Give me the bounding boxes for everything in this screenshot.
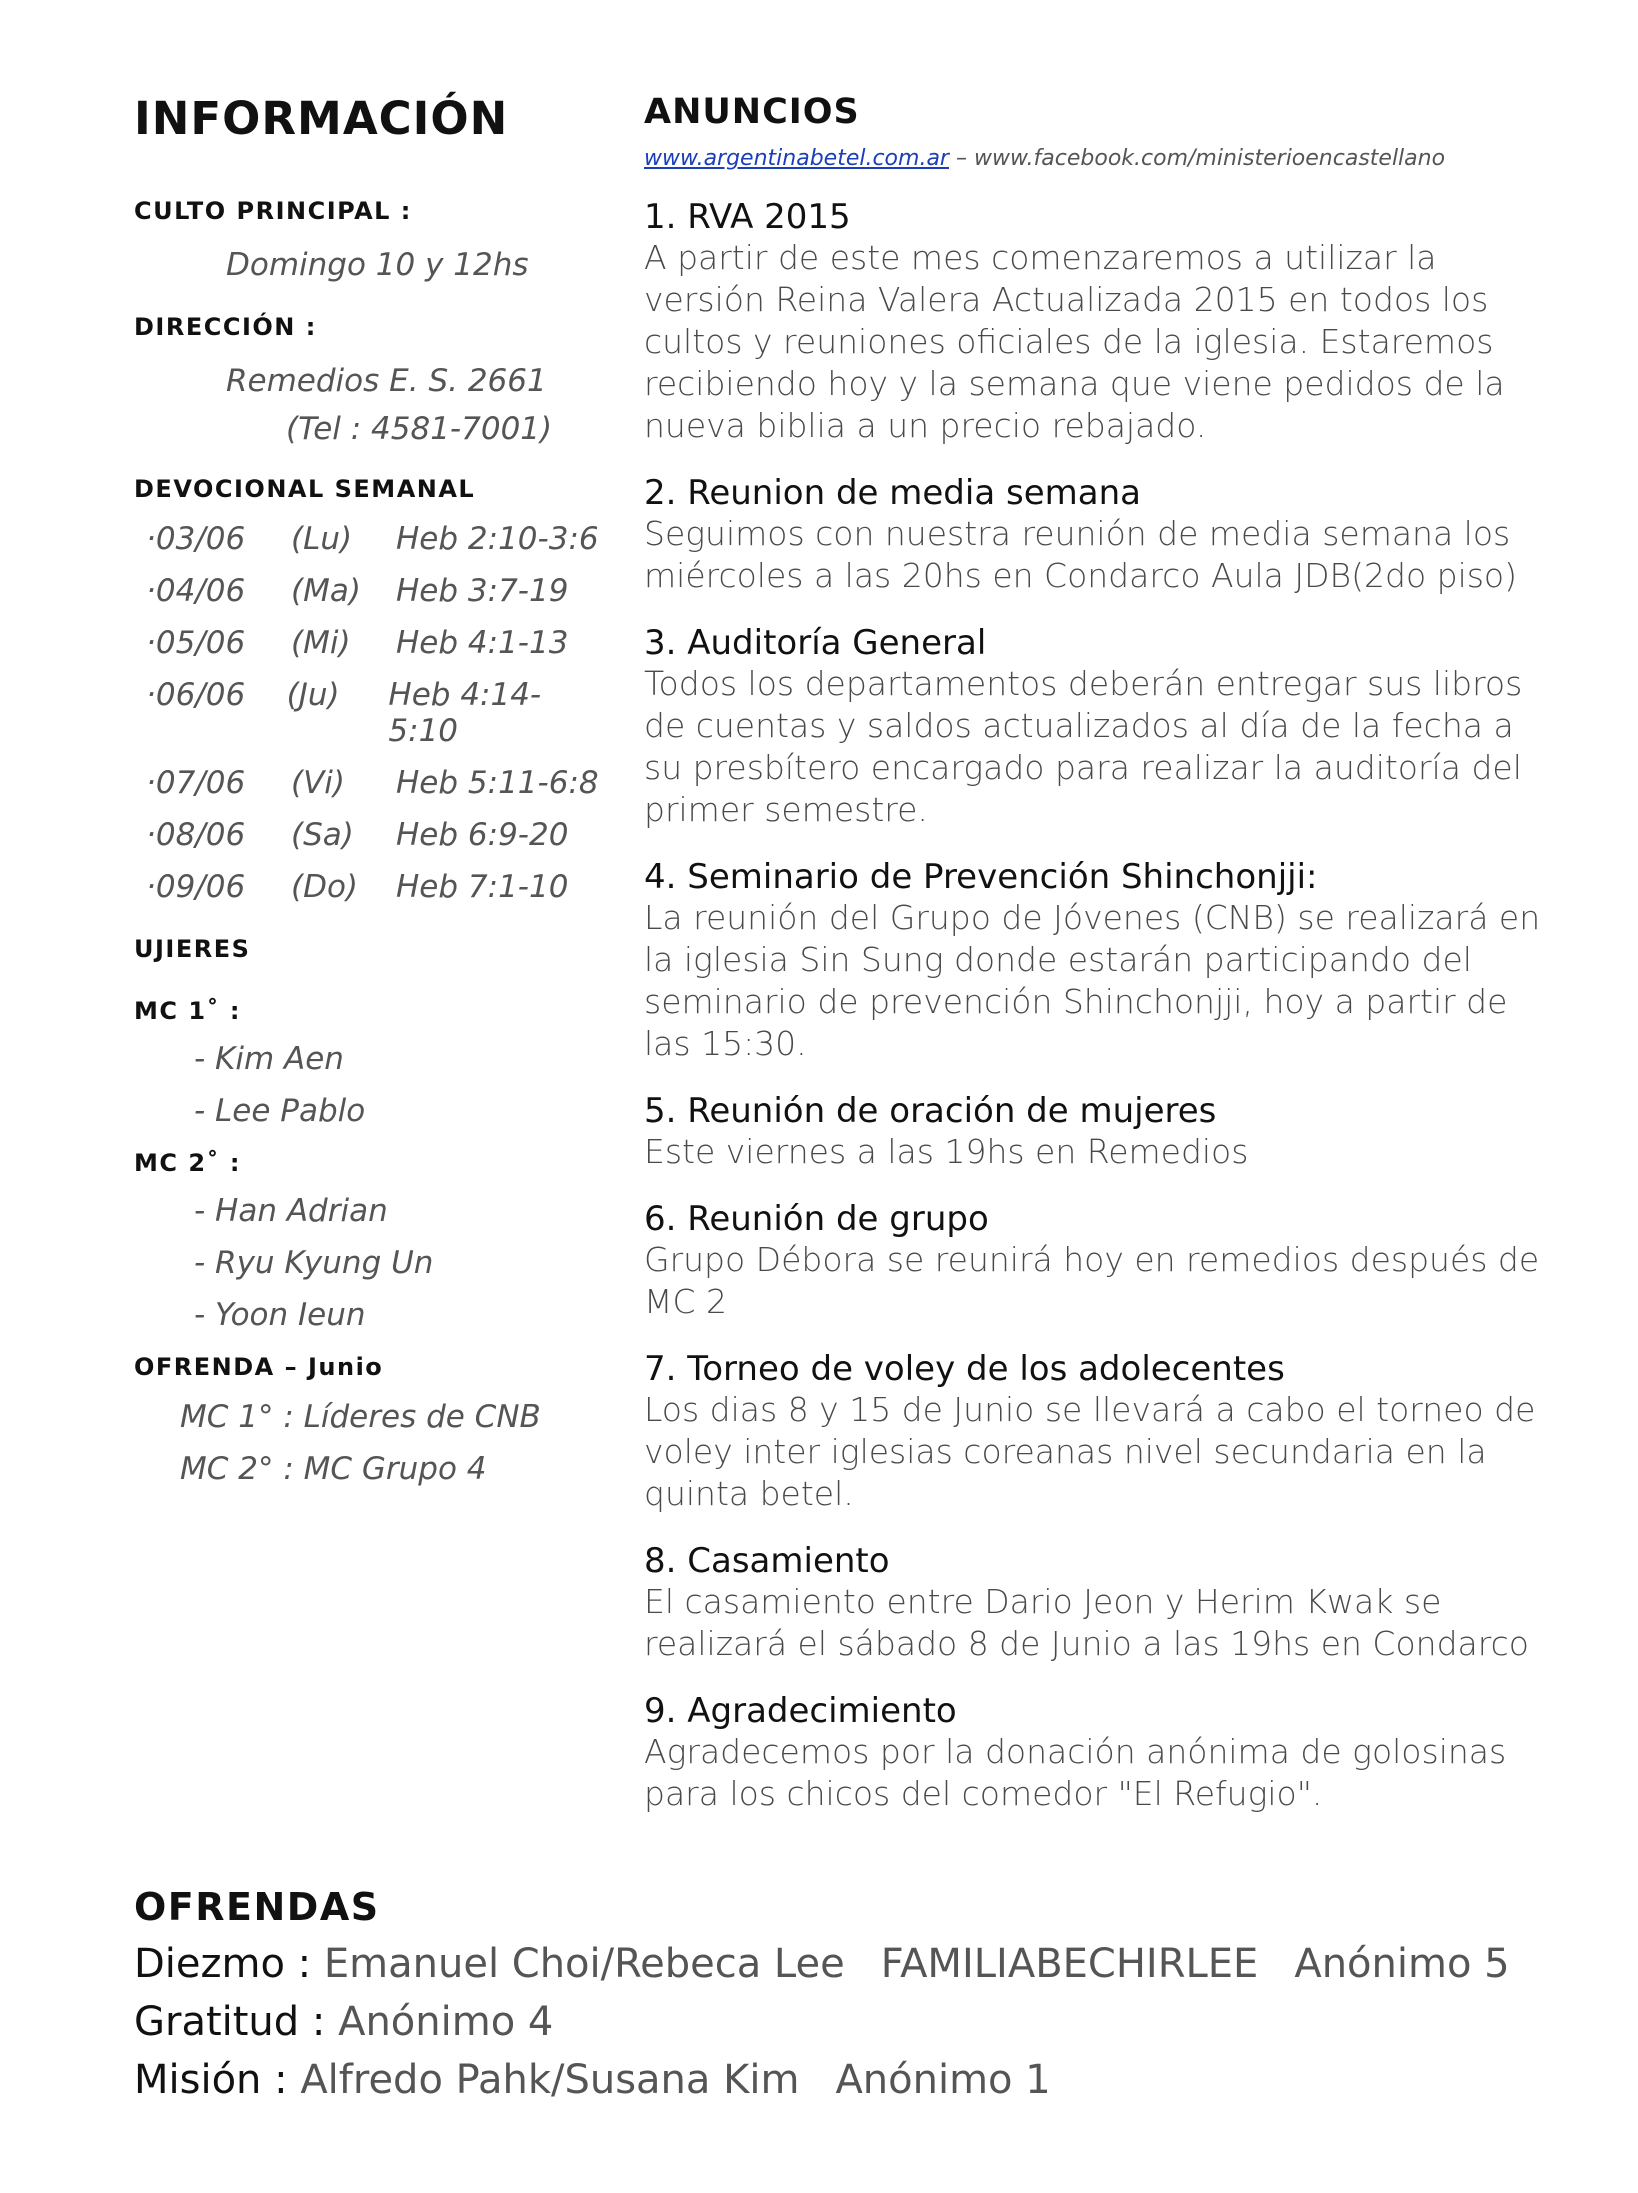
mision-name: Alfredo Pahk/Susana Kim xyxy=(300,2057,800,2103)
ofrenda-item: MC 2° : MC Grupo 4 xyxy=(180,1451,487,1487)
devocional-ref: Heb 4:1-13 xyxy=(396,625,569,661)
mc2-label: MC 2˚ : xyxy=(134,1149,242,1177)
anuncio-item xyxy=(644,1091,1544,1173)
devocional-row xyxy=(134,869,604,905)
anuncio-body: A partir de este mes comenzaremos a utilizar la versión Reina Valera Actualizada 2015 en todos los cultos y reuniones oficiales de la iglesia. Estaremos recibiendo hoy y la semana que viene pedidos de la nueva biblia a un precio rebajado. xyxy=(644,238,1505,445)
mc1-list xyxy=(194,1041,604,1129)
ujier-name: - Yoon Ieun xyxy=(194,1297,366,1333)
anuncio-title: 3. Auditoría General xyxy=(644,623,987,663)
anuncio-item xyxy=(644,473,1544,597)
direccion-address: Remedios E. S. 2661 xyxy=(226,363,547,399)
devocional-date: ·09/06 xyxy=(146,869,246,905)
diezmo-label: Diezmo : xyxy=(134,1941,312,1987)
anuncio-body: El casamiento entre Dario Jeon y Herim Kwak se realizará el sábado 8 de Junio a las 19hs en Condarco xyxy=(644,1582,1529,1663)
ujier-name: - Kim Aen xyxy=(194,1041,344,1077)
anuncio-item xyxy=(644,1541,1544,1665)
anuncio-body: Seguimos con nuestra reunión de media semana los miércoles a las 20hs en Condarco Aula JDB(2do piso) xyxy=(644,514,1518,595)
devocional-ref: Heb 4:14-5:10 xyxy=(388,677,542,749)
mc2-list xyxy=(194,1193,604,1333)
devocional-row xyxy=(134,765,604,801)
ofrendas-section xyxy=(134,1885,1554,2103)
direccion-tel: (Tel : 4581-7001) xyxy=(286,411,553,447)
anuncio-body: Todos los departamentos deberán entregar sus libros de cuentas y saldos actualizados al día de la fecha a su presbítero encargado para realizar la auditoría del primer semestre. xyxy=(644,664,1523,829)
anuncio-body: Agradecemos por la donación anónima de golosinas para los chicos del comedor "El Refugio". xyxy=(644,1732,1507,1813)
ujieres-label: UJIERES xyxy=(134,935,251,963)
devocional-date: ·03/06 xyxy=(146,521,246,557)
diezmo-name: Emanuel Choi/Rebeca Lee xyxy=(323,1941,845,1987)
devocional-ref: Heb 5:11-6:8 xyxy=(396,765,599,801)
devocional-day: (Ma) xyxy=(291,573,361,609)
devocional-day: (Mi) xyxy=(291,625,351,661)
anuncio-item xyxy=(644,1349,1544,1515)
devocional-date: ·06/06 xyxy=(146,677,246,713)
ofrenda-item: MC 1° : Líderes de CNB xyxy=(180,1399,541,1435)
anuncio-body: La reunión del Grupo de Jóvenes (CNB) se realizará en la iglesia Sin Sung donde estarán participando del seminario de prevención Shinchonjji, hoy a partir de las 15:30. xyxy=(644,898,1541,1063)
anuncio-title: 4. Seminario de Prevención Shinchonjji: xyxy=(644,857,1318,897)
ujier-name: - Lee Pablo xyxy=(194,1093,366,1129)
info-column xyxy=(134,92,604,1503)
devocional-date: ·04/06 xyxy=(146,573,246,609)
ofrenda-label: OFRENDA – Junio xyxy=(134,1353,384,1381)
anuncio-title: 6. Reunión de grupo xyxy=(644,1199,989,1239)
gratitud-line xyxy=(134,1999,1554,2045)
anuncio-title: 2. Reunion de media semana xyxy=(644,473,1141,513)
gratitud-label: Gratitud : xyxy=(134,1999,326,2045)
anuncio-title: 7. Torneo de voley de los adolecentes xyxy=(644,1349,1285,1389)
ofrenda-list xyxy=(180,1399,604,1487)
anuncio-title: 5. Reunión de oración de mujeres xyxy=(644,1091,1217,1131)
anuncio-item xyxy=(644,857,1544,1065)
ujier-name: - Han Adrian xyxy=(194,1193,388,1229)
anuncio-body: Los dias 8 y 15 de Junio se llevará a cabo el torneo de voley inter iglesias coreanas nivel secundaria en la quinta betel. xyxy=(644,1390,1536,1513)
gratitud-name: Anónimo 4 xyxy=(338,1999,554,2045)
devocional-ref: Heb 3:7-19 xyxy=(396,573,569,609)
mision-name: Anónimo 1 xyxy=(835,2057,1051,2103)
direccion-label: DIRECCIÓN : xyxy=(134,313,317,341)
devocional-ref: Heb 2:10-3:6 xyxy=(396,521,599,557)
anuncio-item xyxy=(644,197,1544,447)
devocional-day: (Lu) xyxy=(291,521,353,557)
links-line xyxy=(644,146,1544,171)
anuncios-title: ANUNCIOS xyxy=(644,92,860,132)
devocional-row xyxy=(134,677,604,749)
website-link[interactable]: www.argentinabetel.com.ar xyxy=(644,146,949,171)
mision-label: Misión : xyxy=(134,2057,288,2103)
link-separator: – xyxy=(948,146,974,171)
devocional-date: ·08/06 xyxy=(146,817,246,853)
anuncio-item xyxy=(644,623,1544,831)
anuncio-title: 8. Casamiento xyxy=(644,1541,890,1581)
anuncio-item xyxy=(644,1199,1544,1323)
devocional-row xyxy=(134,521,604,557)
devocional-row xyxy=(134,573,604,609)
devocional-label: DEVOCIONAL SEMANAL xyxy=(134,475,476,503)
devocional-date: ·07/06 xyxy=(146,765,246,801)
anuncios-column xyxy=(644,92,1544,1815)
anuncio-title: 9. Agradecimiento xyxy=(644,1691,957,1731)
devocional-ref: Heb 7:1-10 xyxy=(396,869,569,905)
anuncio-body: Este viernes a las 19hs en Remedios xyxy=(644,1132,1249,1171)
anuncio-title: 1. RVA 2015 xyxy=(644,197,851,237)
devocional-date: ·05/06 xyxy=(146,625,246,661)
facebook-link[interactable]: www.facebook.com/ministerioencastellano xyxy=(973,146,1446,171)
anuncio-item xyxy=(644,1691,1544,1815)
culto-value: Domingo 10 y 12hs xyxy=(226,247,529,283)
devocional-day: (Do) xyxy=(291,869,359,905)
devocional-day: (Sa) xyxy=(291,817,354,853)
diezmo-name: FAMILIABECHIRLEE xyxy=(880,1941,1259,1987)
devocional-day: (Vi) xyxy=(291,765,346,801)
devocional-ref: Heb 6:9-20 xyxy=(396,817,569,853)
devocional-row xyxy=(134,625,604,661)
info-title: INFORMACIÓN xyxy=(134,92,509,145)
ofrendas-title: OFRENDAS xyxy=(134,1885,380,1929)
diezmo-line xyxy=(134,1941,1554,1987)
devocional-row xyxy=(134,817,604,853)
mc1-label: MC 1˚ : xyxy=(134,997,242,1025)
devocional-list xyxy=(134,521,604,905)
diezmo-name: Anónimo 5 xyxy=(1294,1941,1510,1987)
anuncio-body: Grupo Débora se reunirá hoy en remedios después de MC 2 xyxy=(644,1240,1540,1321)
culto-label: CULTO PRINCIPAL : xyxy=(134,197,412,225)
mision-line xyxy=(134,2057,1554,2103)
devocional-day: (Ju) xyxy=(286,677,340,713)
ujier-name: - Ryu Kyung Un xyxy=(194,1245,434,1281)
